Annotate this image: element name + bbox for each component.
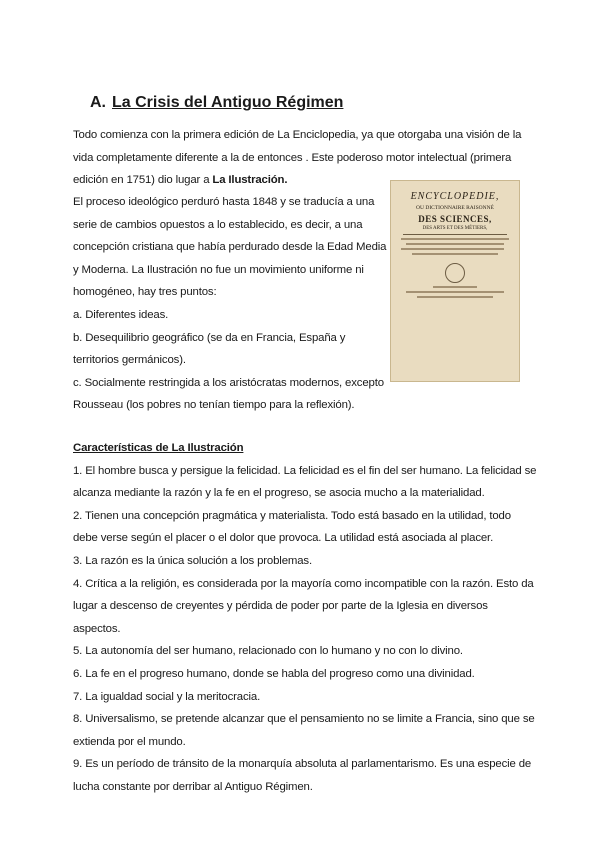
- book-rule: [403, 234, 507, 235]
- book-line-4: DES ARTS ET DES MÉTIERS,: [422, 226, 488, 231]
- list-item: 5. La autonomía del ser humano, relacionado con lo humano y no con lo divino.: [73, 645, 463, 658]
- body-point-b: b. Desequilibrio geográfico (se da en Francia, España y territorios germánicos).: [73, 331, 346, 367]
- book-emblem-icon: [445, 263, 465, 283]
- list-item: 7. La igualdad social y la meritocracia.: [73, 690, 261, 703]
- list-item: 2. Tienen una concepción pragmática y materialista. Todo está basado en la utilidad, todo debe verse según el placer o el dolor que provoca. La utilidad está asociada al placer.: [73, 509, 511, 545]
- list-item: 9. Es un período de tránsito de la monarquía absoluta al parlamentarismo. Es una especie de lucha constante por derribar al Antiguo Régimen.: [73, 758, 532, 793]
- book-imprint: [401, 286, 509, 298]
- encyclopedie-title-page-image: [390, 180, 520, 382]
- list-item: 8. Universalismo, se pretende alcanzar que el pensamiento no se limite a Francia, sino que se extienda por el mundo.: [73, 713, 535, 748]
- list-item: 1. El hombre busca y persigue la felicidad. La felicidad es el fin del ser humano. La felicidad se alcanza mediante la razón y la fe en el progreso, se asocia mucho a la materialidad.: [73, 464, 537, 500]
- characteristics-section: [73, 437, 538, 799]
- body-paragraph: [73, 191, 388, 417]
- intro-bold: La Ilustración.: [212, 174, 288, 187]
- heading-letter: A.: [90, 94, 106, 111]
- body-point-a: a. Diferentes ideas.: [73, 308, 169, 321]
- heading-title: La Crisis del Antiguo Régimen: [112, 94, 344, 111]
- book-line-3: DES SCIENCES,: [418, 214, 492, 224]
- body-point-c: c. Socialmente restringida a los aristócratas modernos, excepto Rousseau (los pobres no tenían tiempo para la reflexión).: [73, 376, 384, 412]
- book-line-2: OU DICTIONNAIRE RAISONNÉ: [416, 205, 494, 211]
- body-p1: El proceso ideológico perduró hasta 1848 y se traducía a una serie de cambios opuestos a lo establecido, es decir, a una concepción cristiana que había perdurado desde la Edad Media y Moderna. La Ilustración no fue un movimiento uniforme ni homogéneo, hay tres puntos:: [73, 196, 387, 299]
- section-title: Características de La Ilustración: [73, 442, 244, 454]
- book-line-1: ENCYCLOPEDIE,: [410, 191, 500, 202]
- list-item: 4. Crítica a la religión, es considerada por la mayoría como incompatible con la razón. Esto da lugar a descenso de creyentes y pérdida de poder por parte de la Iglesia en diversos aspectos.: [73, 577, 534, 635]
- book-small-print: [401, 238, 509, 255]
- section-heading: [90, 94, 343, 112]
- list-item: 3. La razón es la única solución a los problemas.: [73, 554, 312, 567]
- intro-text: Todo comienza con la primera edición de La Enciclopedia, ya que otorgaba una visión de la vida completamente diferente a la de entonces . Este poderoso motor intelectual (primera edición en 1751) dio lugar a: [73, 129, 522, 187]
- list-item: 6. La fe en el progreso humano, donde se habla del progreso como una divinidad.: [73, 667, 475, 680]
